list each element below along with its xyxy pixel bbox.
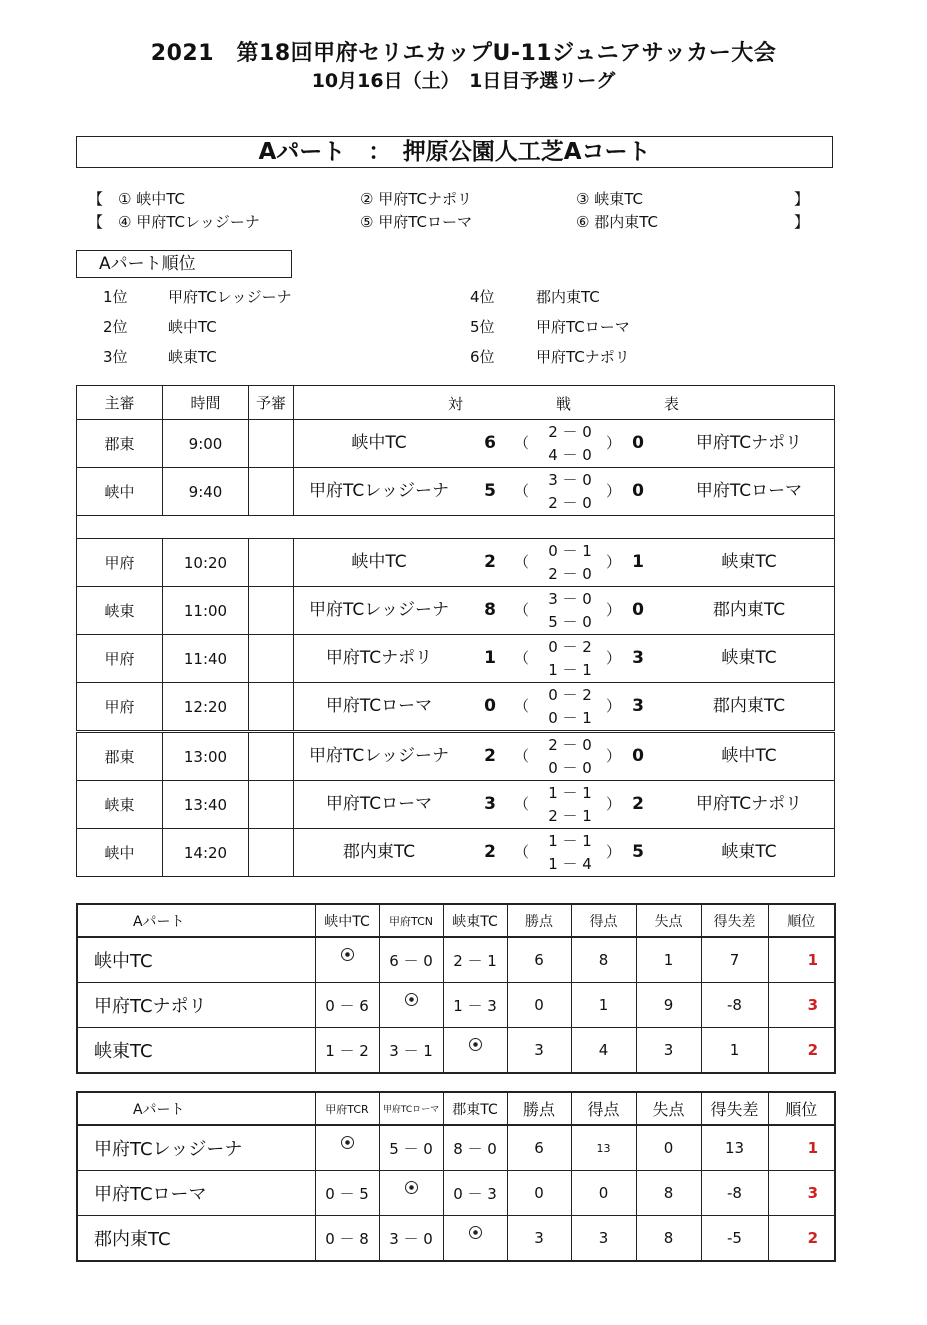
table-row [77,420,835,468]
paren-close: ） [606,482,622,500]
paren-open: （ [514,482,530,500]
sub-referee [249,587,294,635]
team-list-item: 【 ④ 甲府TCレッジーナ [88,213,260,231]
first-half-score: 2 － 0 [548,423,592,441]
home-score: 6 [484,433,496,453]
away-team: 峡東TC [721,552,777,572]
league-rank: 1 [768,937,835,983]
rank-team: 甲府TCナポリ [536,348,630,366]
league-goals-for: 13 [571,1125,636,1171]
referee: 郡東 [77,732,163,781]
second-half-score: 0 － 0 [548,759,592,777]
league-self-cell [315,937,379,983]
league-goals-against: 3 [636,1028,701,1074]
away-score: 2 [632,794,644,814]
paren-close: ） [606,434,622,452]
paren-open: （ [514,649,530,667]
home-score: 5 [484,481,496,501]
table-row [77,683,835,732]
league-header-goals-against: 失点 [636,1092,701,1125]
league-result: 3 － 1 [379,1028,443,1074]
team-list-item: ② 甲府TCナポリ [360,190,472,208]
kickoff-time: 14:20 [163,829,249,877]
league-points: 6 [507,937,571,983]
kickoff-time: 10:20 [163,539,249,587]
away-team: 峡東TC [721,648,777,668]
sub-referee [249,732,294,781]
league-points: 3 [507,1216,571,1262]
league-team-name: 峡東TC [77,1028,315,1074]
soccer-ball-icon [405,993,418,1006]
paren-open: （ [514,843,530,861]
league-header-team: 甲府TCR [315,1092,379,1125]
rank-team: 甲府TCローマ [536,318,630,336]
second-half-score: 0 － 1 [548,709,592,727]
first-half-score: 0 － 2 [548,638,592,656]
league-goal-diff: -8 [701,1171,768,1216]
table-row [77,1171,835,1216]
away-score: 5 [632,842,644,862]
paren-close: ） [606,553,622,571]
home-score: 1 [484,648,496,668]
second-half-score: 5 － 0 [548,613,592,631]
kickoff-time: 11:40 [163,635,249,683]
league-table-2 [76,1091,836,1262]
league-goals-for: 8 [571,937,636,983]
league-header-team: 甲府TCローマ [379,1092,443,1125]
league-goals-for: 1 [571,983,636,1028]
paren-open: （ [514,553,530,571]
league-goal-diff: 1 [701,1028,768,1074]
team-list-item: 【 ① 峡中TC [88,190,185,208]
league-goals-for: 3 [571,1216,636,1262]
referee: 峡東 [77,781,163,829]
referee: 峡中 [77,829,163,877]
league-header-goal-diff: 得失差 [701,904,768,937]
sub-referee [249,635,294,683]
kickoff-time: 12:20 [163,683,249,732]
league-header-goals-for: 得点 [571,1092,636,1125]
second-half-score: 1 － 1 [548,661,592,679]
league-header-part: Aパート [77,904,315,937]
league-goals-against: 8 [636,1171,701,1216]
home-team: 甲府TCレッジーナ [308,746,450,766]
league-points: 0 [507,1171,571,1216]
league-goals-against: 0 [636,1125,701,1171]
away-score: 0 [632,433,644,453]
paren-close: ） [606,601,622,619]
table-row [77,1216,835,1262]
second-half-score: 2 － 1 [548,807,592,825]
first-half-score: 1 － 1 [548,832,592,850]
league-header-points: 勝点 [507,904,571,937]
rank-position: 3位 [103,348,128,366]
league-result: 3 － 0 [379,1216,443,1262]
match-result [294,539,835,587]
away-score: 1 [632,552,644,572]
team-list-item: ⑥ 郡内東TC [576,213,658,231]
part-title: Aパート ： 押原公園人工芝Aコート [76,136,833,168]
header-taisen-2: 戦 [556,395,572,413]
rank-position: 5位 [470,318,495,336]
document-title: 2021 第18回甲府セリエカップU-11ジュニアサッカー大会 [150,41,777,66]
away-score: 3 [632,696,644,716]
schedule-table [76,385,835,877]
soccer-ball-icon [405,1181,418,1194]
league-goals-against: 9 [636,983,701,1028]
team-list-bracket: 】 [794,213,810,231]
league-result: 0 － 8 [315,1216,379,1262]
paren-close: ） [606,697,622,715]
document-subtitle: 10月16日（土） 1日目予選リーグ [311,70,616,92]
referee: 郡東 [77,420,163,468]
first-half-score: 1 － 1 [548,784,592,802]
first-half-score: 0 － 2 [548,686,592,704]
paren-open: （ [514,747,530,765]
home-team: 郡内東TC [342,842,416,862]
league-result: 0 － 3 [443,1171,507,1216]
league-header-team: 峡東TC [443,904,507,937]
league-goal-diff: -8 [701,983,768,1028]
rank-team: 峡中TC [168,318,217,336]
referee: 峡中 [77,468,163,516]
rank-team: 郡内東TC [536,288,600,306]
table-row [77,587,835,635]
league-points: 0 [507,983,571,1028]
paren-close: ） [606,649,622,667]
rank-team: 甲府TCレッジーナ [168,288,292,306]
table-row [77,781,835,829]
soccer-ball-icon [469,1038,482,1051]
away-team: 甲府TCナポリ [695,433,803,453]
kickoff-time: 11:00 [163,587,249,635]
league-result: 2 － 1 [443,937,507,983]
match-result [294,732,835,781]
league-self-cell [443,1028,507,1074]
header-ref: 主審 [77,386,163,420]
rank-position: 1位 [103,288,128,306]
second-half-score: 1 － 4 [548,855,592,873]
league-header-rank: 順位 [768,1092,835,1125]
league-result: 0 － 5 [315,1171,379,1216]
league-team-name: 甲府TCレッジーナ [77,1125,315,1171]
sub-referee [249,468,294,516]
league-header-team: 郡東TC [443,1092,507,1125]
second-half-score: 4 － 0 [548,446,592,464]
table-row [77,937,835,983]
league-header-part: Aパート [77,1092,315,1125]
league-points: 3 [507,1028,571,1074]
header-taisen-3: 表 [664,395,680,413]
league-self-cell [315,1125,379,1171]
home-score: 2 [484,746,496,766]
table-row [77,1028,835,1074]
first-half-score: 3 － 0 [548,590,592,608]
home-team: 甲府TCナポリ [325,648,433,668]
away-team: 郡内東TC [712,696,786,716]
league-result: 0 － 6 [315,983,379,1028]
match-result [294,683,835,732]
table-row [77,1125,835,1171]
home-score: 0 [484,696,496,716]
league-self-cell [379,983,443,1028]
second-half-score: 2 － 0 [548,565,592,583]
table-row [77,635,835,683]
league-goals-against: 1 [636,937,701,983]
header-match [294,386,835,420]
kickoff-time: 13:00 [163,732,249,781]
home-score: 2 [484,552,496,572]
home-team: 峡中TC [351,433,407,453]
league-goals-for: 4 [571,1028,636,1074]
home-team: 甲府TCローマ [325,696,433,716]
sub-referee [249,539,294,587]
rank-team: 峡東TC [168,348,217,366]
league-result: 6 － 0 [379,937,443,983]
first-half-score: 2 － 0 [548,736,592,754]
table-row [77,829,835,877]
paren-open: （ [514,795,530,813]
league-team-name: 甲府TCナポリ [77,983,315,1028]
sub-referee [249,781,294,829]
rank-position: 2位 [103,318,128,336]
league-rank: 3 [768,983,835,1028]
league-result: 5 － 0 [379,1125,443,1171]
table-row [77,983,835,1028]
header-sub: 予審 [249,386,294,420]
table-separator [77,516,835,539]
header-time: 時間 [163,386,249,420]
league-header-team: 甲府TCN [379,904,443,937]
first-half-score: 0 － 1 [548,542,592,560]
referee: 甲府 [77,635,163,683]
league-team-name: 甲府TCローマ [77,1171,315,1216]
sub-referee [249,829,294,877]
league-team-name: 峡中TC [77,937,315,983]
league-result: 8 － 0 [443,1125,507,1171]
league-table-1 [76,903,836,1074]
league-team-name: 郡内東TC [77,1216,315,1262]
league-self-cell [443,1216,507,1262]
table-row [77,539,835,587]
soccer-ball-icon [341,948,354,961]
first-half-score: 3 － 0 [548,471,592,489]
match-result [294,781,835,829]
sub-referee [249,420,294,468]
league-header-team: 峡中TC [315,904,379,937]
ranking-title: Aパート順位 [76,250,292,278]
league-rank: 3 [768,1171,835,1216]
league-header-goal-diff: 得失差 [701,1092,768,1125]
paren-close: ） [606,795,622,813]
kickoff-time: 9:40 [163,468,249,516]
soccer-ball-icon [341,1136,354,1149]
away-team: 峡東TC [721,842,777,862]
league-result: 1 － 2 [315,1028,379,1074]
paren-open: （ [514,697,530,715]
kickoff-time: 13:40 [163,781,249,829]
league-points: 6 [507,1125,571,1171]
kickoff-time: 9:00 [163,420,249,468]
league-goals-against: 8 [636,1216,701,1262]
table-row [77,732,835,781]
league-header-goals-for: 得点 [571,904,636,937]
paren-open: （ [514,601,530,619]
paren-close: ） [606,843,622,861]
second-half-score: 2 － 0 [548,494,592,512]
match-result [294,468,835,516]
league-rank: 2 [768,1216,835,1262]
league-header-goals-against: 失点 [636,904,701,937]
rank-position: 4位 [470,288,495,306]
league-rank: 2 [768,1028,835,1074]
league-header-rank: 順位 [768,904,835,937]
team-list-bracket: 】 [794,190,810,208]
away-team: 甲府TCローマ [695,481,803,501]
league-goal-diff: 13 [701,1125,768,1171]
away-score: 0 [632,746,644,766]
match-result [294,587,835,635]
referee: 峡東 [77,587,163,635]
match-result [294,829,835,877]
away-score: 0 [632,600,644,620]
away-score: 0 [632,481,644,501]
home-team: 甲府TCローマ [325,794,433,814]
home-score: 2 [484,842,496,862]
match-result [294,635,835,683]
table-row [77,468,835,516]
league-goal-diff: 7 [701,937,768,983]
league-goal-diff: -5 [701,1216,768,1262]
rank-position: 6位 [470,348,495,366]
away-team: 甲府TCナポリ [695,794,803,814]
header-taisen-1: 対 [448,395,464,413]
league-self-cell [379,1171,443,1216]
paren-close: ） [606,747,622,765]
away-score: 3 [632,648,644,668]
home-team: 峡中TC [351,552,407,572]
home-team: 甲府TCレッジーナ [308,481,450,501]
referee: 甲府 [77,683,163,732]
soccer-ball-icon [469,1226,482,1239]
league-goals-for: 0 [571,1171,636,1216]
team-list-item: ③ 峡東TC [576,190,643,208]
match-result [294,420,835,468]
home-score: 8 [484,600,496,620]
away-team: 峡中TC [721,746,777,766]
referee: 甲府 [77,539,163,587]
league-result: 1 － 3 [443,983,507,1028]
paren-open: （ [514,434,530,452]
away-team: 郡内東TC [712,600,786,620]
sub-referee [249,683,294,732]
league-header-points: 勝点 [507,1092,571,1125]
home-team: 甲府TCレッジーナ [308,600,450,620]
team-list-item: ⑤ 甲府TCローマ [360,213,472,231]
league-rank: 1 [768,1125,835,1171]
home-score: 3 [484,794,496,814]
